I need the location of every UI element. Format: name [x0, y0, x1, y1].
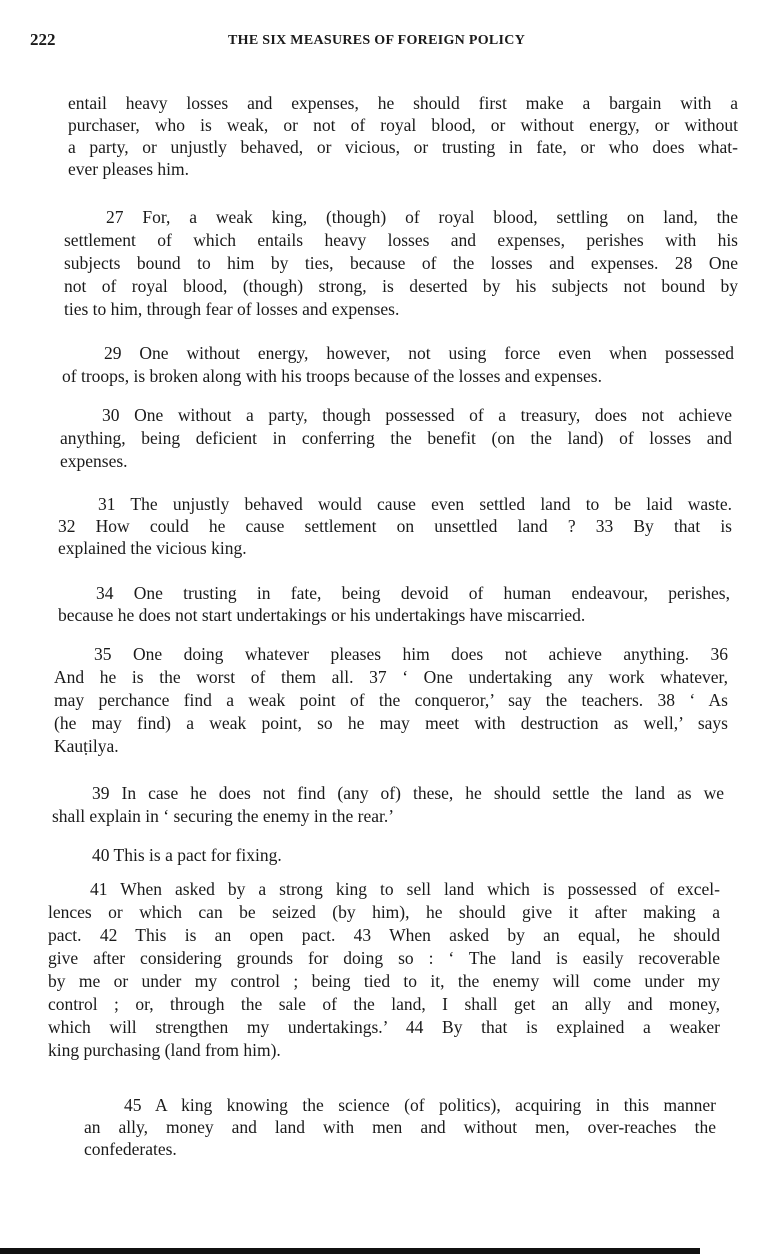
text-line: Kauṭilya. [54, 736, 119, 756]
text-line: entail heavy losses and expenses, he should first make a bargain with a [68, 93, 738, 113]
text-line: control ; or, through the sale of the land, I shall get an ally and money, [48, 994, 720, 1014]
text-line: not of royal blood, (though) strong, is deserted by his subjects not bound by [64, 276, 738, 296]
text-line: may perchance find a weak point of the conqueror,’ say the teachers. 38 ‘ As [54, 690, 728, 710]
text-line: of troops, is broken along with his troops because of the losses and expenses. [62, 366, 602, 386]
text-line: anything, being deficient in conferring the benefit (on the land) of losses and [60, 428, 732, 448]
text-line: 31 The unjustly behaved would cause even settled land to be laid waste. [98, 494, 732, 514]
text-line: confederates. [84, 1139, 177, 1159]
paragraph [64, 206, 738, 321]
text-line: 29 One without energy, however, not using force even when possessed [104, 343, 734, 363]
text-line: pact. 42 This is an open pact. 43 When asked by an equal, he should [48, 925, 720, 945]
text-line: 30 One without a party, though possessed of a treasury, does not achieve [102, 405, 732, 425]
text-line: 45 A king knowing the science (of politics), acquiring in this manner [124, 1095, 716, 1115]
text-line: settlement of which entails heavy losses and expenses, perishes with his [64, 230, 738, 250]
text-line: expenses. [60, 451, 128, 471]
paragraph [60, 404, 732, 473]
text-line: lences or which can be seized (by him), he should give it after making a [48, 902, 720, 922]
text-line: ever pleases him. [68, 159, 189, 179]
text-line: ties to him, through fear of losses and expenses. [64, 299, 400, 319]
bottom-scan-edge [0, 1248, 700, 1254]
text-line: 34 One trusting in fate, being devoid of human endeavour, perishes, [96, 583, 730, 603]
text-line: shall explain in ‘ securing the enemy in the rear.’ [52, 806, 395, 826]
page-number: 222 [30, 30, 56, 49]
text-line: explained the vicious king. [58, 538, 247, 558]
text-line: give after considering grounds for doing so : ‘ The land is easily recoverable [48, 948, 720, 968]
text-line: 32 How could he cause settlement on unsettled land ? 33 By that is [58, 516, 732, 536]
text-line: an ally, money and land with men and without men, over-reaches the [84, 1117, 716, 1137]
paragraph [54, 643, 728, 758]
text-line: by me or under my control ; being tied to it, the enemy will come under my [48, 971, 720, 991]
paragraph [68, 92, 738, 180]
text-line: 39 In case he does not find (any of) these, he should settle the land as we [92, 783, 724, 803]
text-line: 41 When asked by a strong king to sell land which is possessed of excel- [90, 879, 720, 899]
text-line: which will strengthen my undertakings.’ 44 By that is explained a weaker [48, 1017, 720, 1037]
running-title: THE SIX MEASURES OF FOREIGN POLICY [228, 33, 526, 48]
text-line: And he is the worst of them all. 37 ‘ One undertaking any work whatever, [54, 667, 728, 687]
paragraph [48, 878, 720, 1062]
paragraph [84, 1094, 716, 1160]
paragraph [92, 844, 392, 866]
paragraph [62, 342, 734, 388]
text-line: 27 For, a weak king, (though) of royal blood, settling on land, the [106, 207, 738, 227]
paragraph [58, 582, 730, 626]
text-line: subjects bound to him by ties, because of the losses and expenses. 28 One [64, 253, 738, 273]
text-line: purchaser, who is weak, or not of royal blood, or without energy, or without [68, 115, 738, 135]
text-line: 40 This is a pact for fixing. [92, 845, 282, 865]
text-line: 35 One doing whatever pleases him does not achieve anything. 36 [94, 644, 728, 664]
paragraph [58, 493, 732, 559]
text-line: a party, or unjustly behaved, or vicious, or trusting in fate, or who does what- [68, 137, 738, 157]
text-line: (he may find) a weak point, so he may meet with destruction as well,’ says [54, 713, 728, 733]
text-line: because he does not start undertakings or his undertakings have miscarried. [58, 605, 586, 625]
paragraph [52, 782, 724, 828]
text-line: king purchasing (land from him). [48, 1040, 281, 1060]
